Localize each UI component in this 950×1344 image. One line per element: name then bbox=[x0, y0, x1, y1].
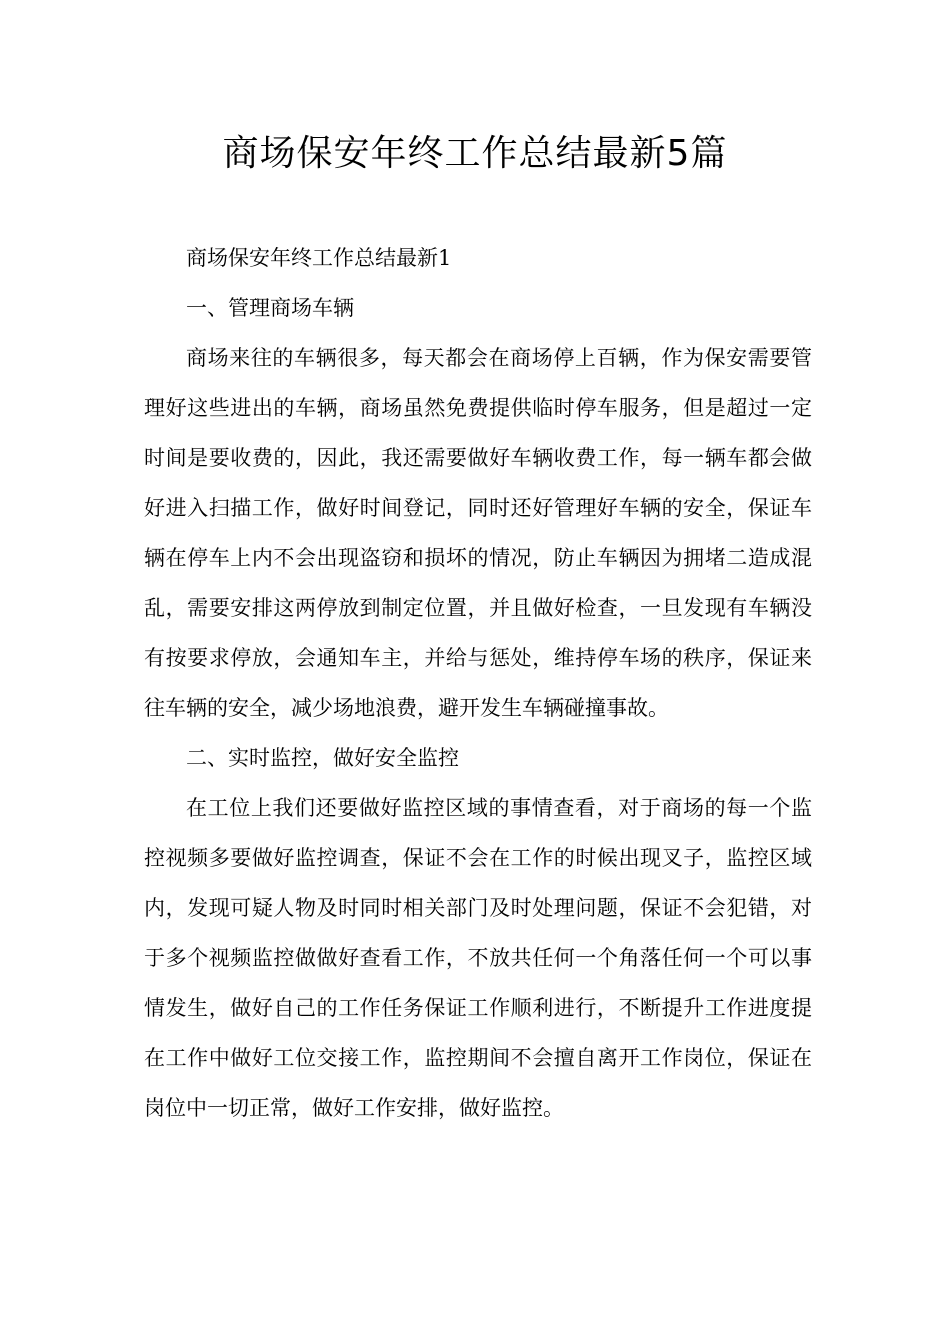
document-title: 商场保安年终工作总结最新5篇 bbox=[222, 133, 728, 174]
section-heading: 商场保安年终工作总结最新1 bbox=[186, 246, 452, 270]
subsection-heading: 一、管理商场车辆 bbox=[186, 296, 354, 320]
subsection-heading: 二、实时监控，做好安全监控 bbox=[186, 746, 459, 770]
body-paragraph: 在工位上我们还要做好监控区域的事情查看，对于商场的每一个监控视频多要做好监控调查，保证不会在工作的时候出现叉子，监控区域内，发现可疑人物及时同时相关部门及时处理问题，保证不会犯错，对于多个视频监控做做好查看工作，不放共任何一个角落任何一个可以事情发生，做好自己的工作任务保证工作顺利进行，不断提升工作进度提在工作中做好工位交接工作，监控期间不会擅自离开工作岗位，保证在岗位中一切正常，做好工作安排，做好监控。 bbox=[144, 796, 812, 1120]
document-body bbox=[144, 233, 812, 1133]
body-paragraph: 商场来往的车辆很多，每天都会在商场停上百辆，作为保安需要管理好这些进出的车辆，商场虽然免费提供临时停车服务，但是超过一定时间是要收费的，因此，我还需要做好车辆收费工作，每一辆车都会做好进入扫描工作，做好时间登记，同时还好管理好车辆的安全，保证车辆在停车上内不会出现盗窃和损坏的情况，防止车辆因为拥堵二造成混乱，需要安排这两停放到制定位置，并且做好检查，一旦发现有车辆没有按要求停放，会通知车主，并给与惩处，维持停车场的秩序，保证来往车辆的安全，减少场地浪费，避开发生车辆碰撞事故。 bbox=[144, 346, 812, 720]
